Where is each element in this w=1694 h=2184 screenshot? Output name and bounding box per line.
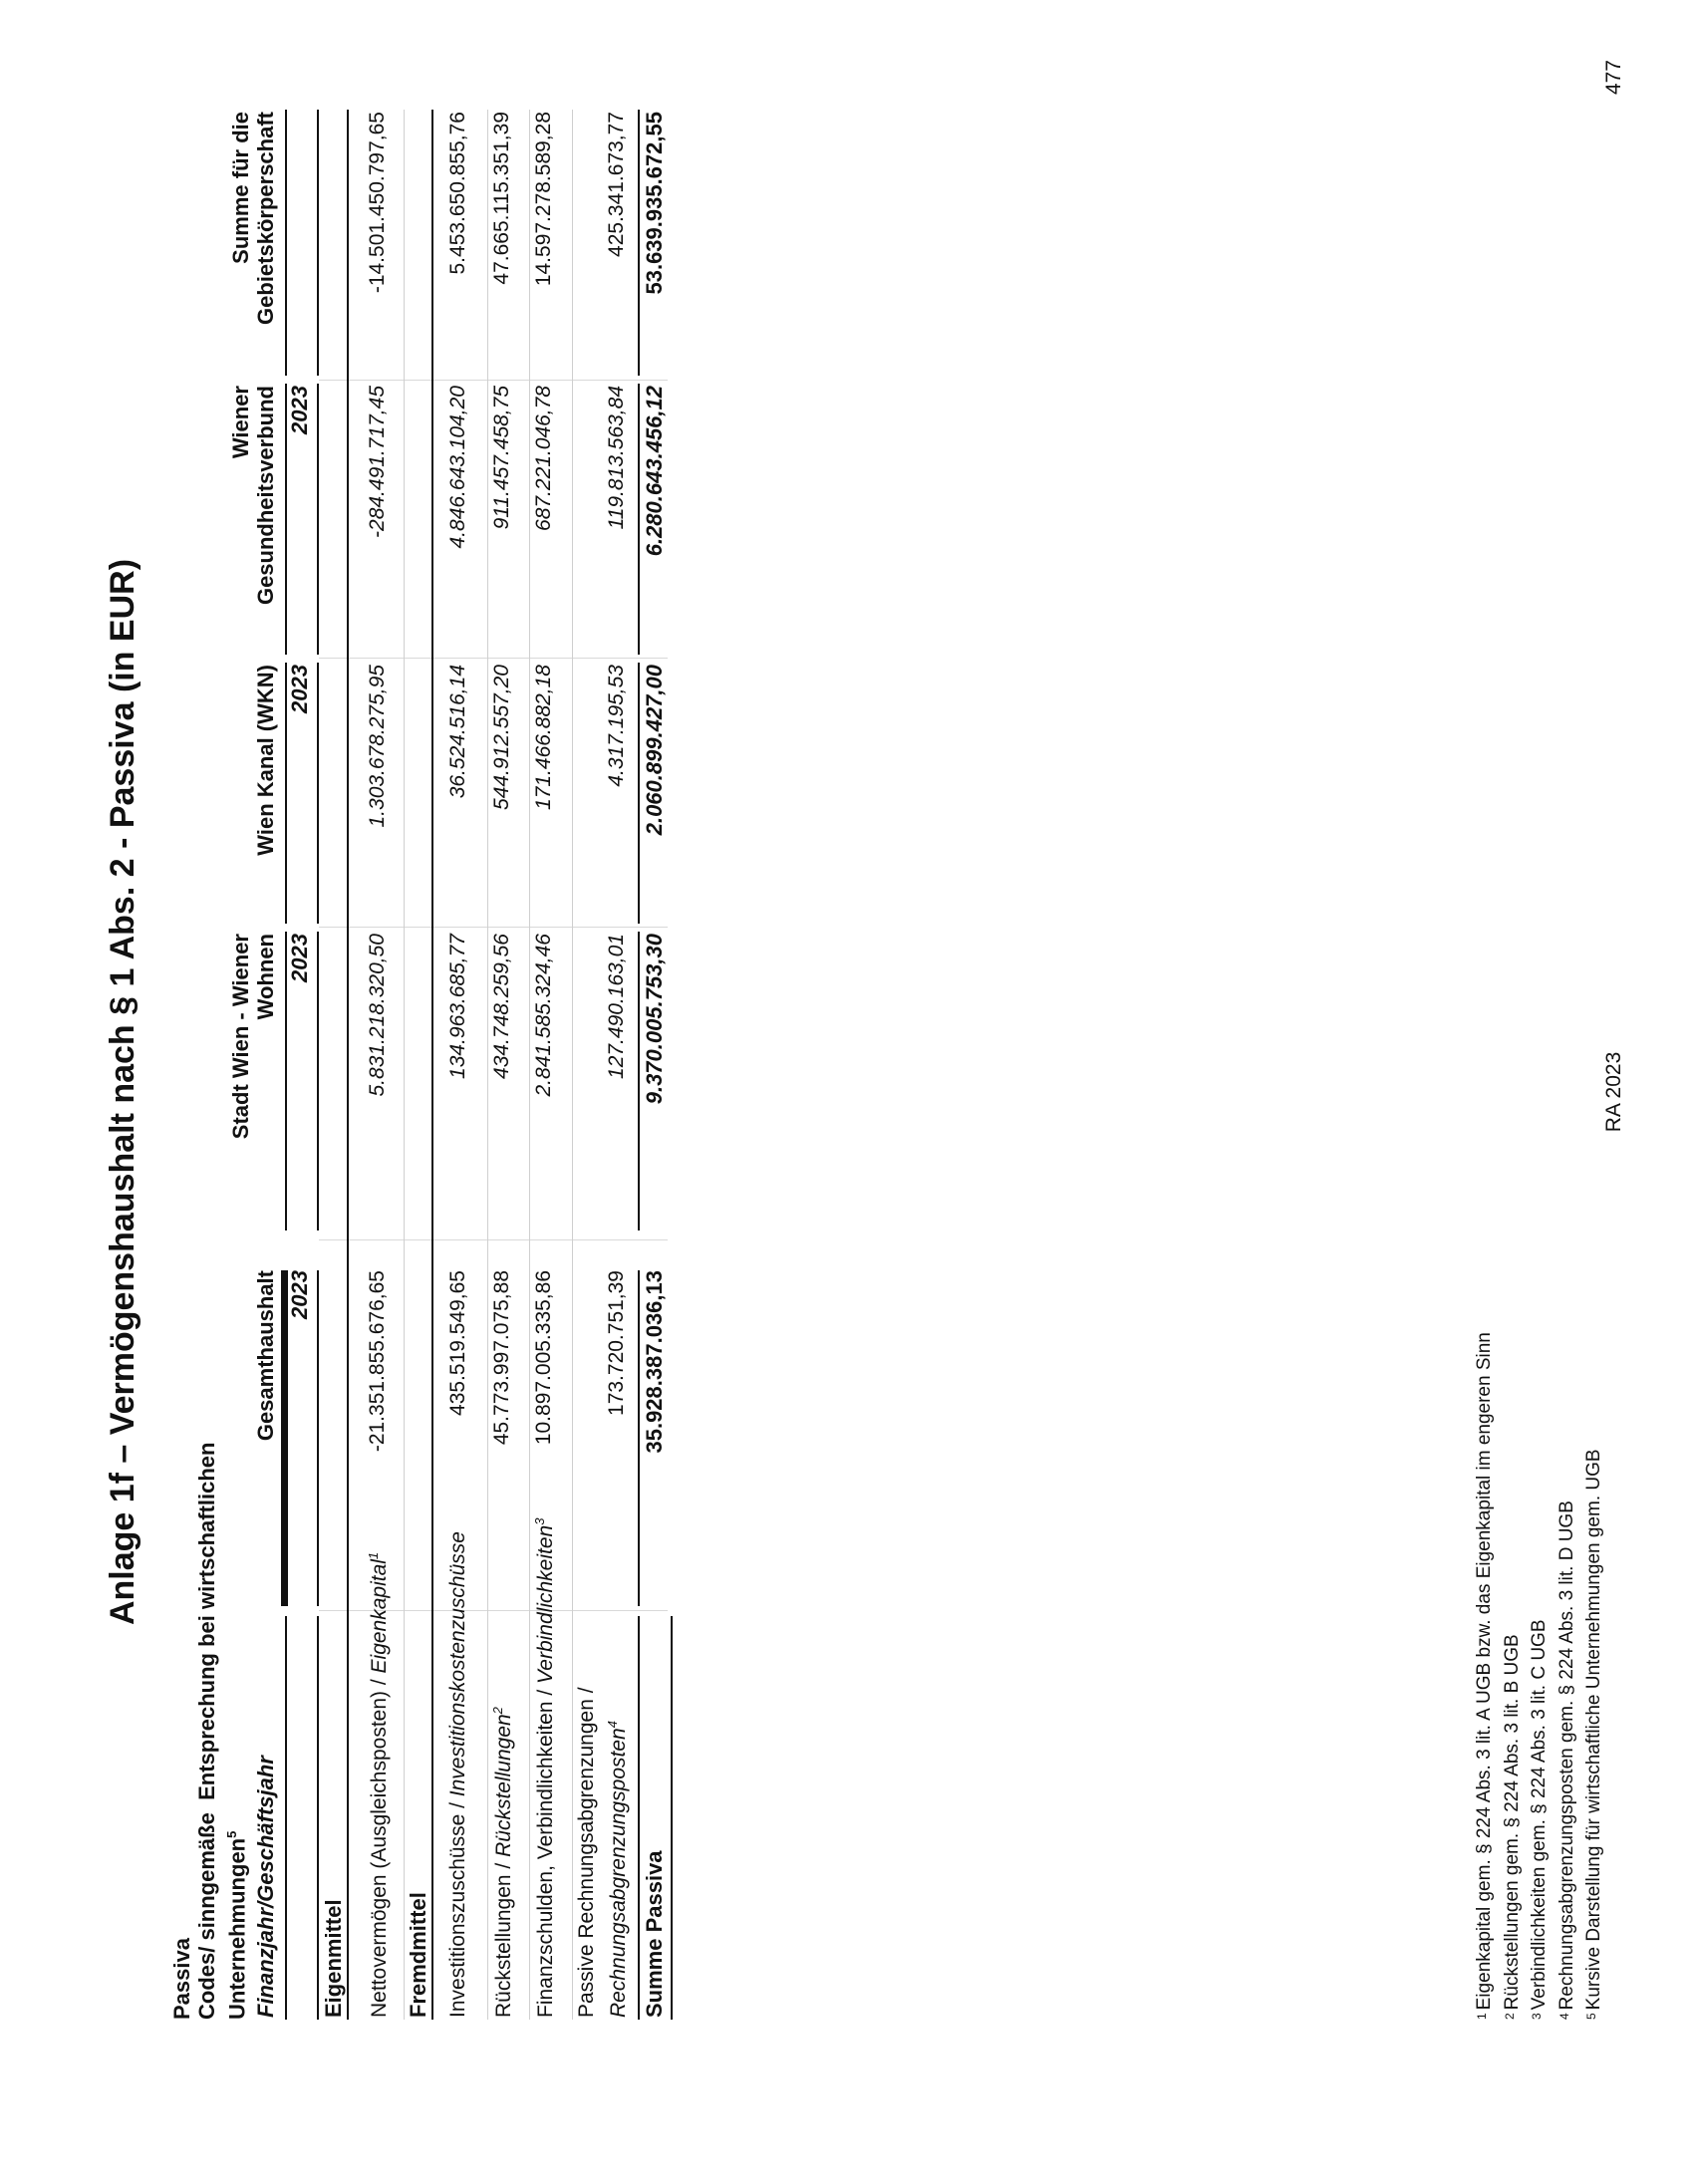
cell-value: 6.280.643.456,12 (642, 386, 667, 557)
header-bottom-rule (317, 1270, 319, 1606)
header-rule (285, 1616, 287, 2020)
cell-value: 14.597.278.589,28 (532, 112, 555, 287)
page: Anlage 1f – Vermögenshaushalt nach § 1 Abs. 2 - Passiva (in EUR) Passiva Codes/ sinngemäße Entsprechung bei wirtschaftlichen Unternehmungen$^5$ Finanzjahr/Geschäftsjahr Gesamthaushalt Stadt Wien - Wiener Wohnen Wien Kanal (WKN) Wiener Gesundheitsverbund Summe für die Gebietskörperschaft 2023 2023 2023 2023 Eigenmittel Nettovermögen (Ausgleichsposten) / Eigenkapital$^1$ -21.351.855.676,65 5.831.218.320,50 1.303.678.275,95 -284.491.717,45 -14.501.450.797,65 Fremdmittel Investitionszuschüsse / Investitionskostenzuschüsse 435.519.549,65 134.963.685,77 36.524.516,14 4.846.643.104,20 5.453.650.855,76 Rückstellungen / Rückstellungen$^2$ 45.773.997.075,88 434.748.259,56 544.912.557,20 911.457.458,75 47.665.115.351,39 Finanzschulden, Verbindlichkeiten / Verbindlichkeiten$^3$ 10.897.005.335,86 2.841.585.324,46 171.466.882,18 687.221.046,78 14.597.278.589,28 Passive Rechnungsabgrenzungen / Rechnungsabgrenzungsposten$^4$ 173.720.751,39 127.490.163,01 4.317.195,53 119.813.563,84 425.341.673,77 Summe Passiva 35.928.387.036,13 9.370.005.753,30 2.060.899.427,00 6.280.643.456,12 53.639.935.672,55 $^1$Eigenkapital gem. § 224 Abs. 3 lit. A UGB bzw. das Eigenkapital im engeren Sinn $^2$Rückstellungen gem. § 224 Abs. 3 lit. B UGB $^3$Verbindlichkeiten gem. § 224 Abs. 3 lit. C UGB $^4$Rechnungsabgrenzungsposten gem. § 224 Abs. 3 lit. D UGB $^5$Kursive Darstellung für wirtschaftliche Unternehmungen gem. UGB RA 2023 477 (0, 0, 1694, 2184)
cell-value: -14.501.450.797,65 (366, 112, 389, 294)
footnote: $^4$Rechnungsabgrenzungsposten gem. § 224 Abs. 3 lit. D UGB (1555, 1501, 1577, 2020)
total-rule (638, 110, 640, 376)
cell-value: 911.457.458,75 (490, 386, 513, 530)
cell-value: 47.665.115.351,39 (490, 112, 513, 285)
header-codes-label-line2: Unternehmungen$^5$ (224, 1830, 250, 2020)
cell-value: 2.060.899.427,00 (642, 665, 667, 836)
section-rule (431, 110, 433, 2020)
year-wiener-wohnen: 2023 (287, 934, 312, 982)
total-rule (638, 384, 640, 655)
page-number: 477 (1602, 60, 1625, 96)
cell-value: 171.466.882,18 (532, 665, 555, 810)
col-wiener-wohnen-line2: Wohnen (253, 934, 278, 1020)
col-gesamthaushalt-header: Gesamthaushalt (253, 1270, 278, 1442)
column-separator (319, 658, 668, 659)
col-summe-line2: Gebietskörperschaft (253, 112, 278, 325)
cell-value: -21.351.855.676,65 (366, 1270, 389, 1453)
total-bottom-rule (671, 1616, 673, 2020)
cell-value: 5.831.218.320,50 (366, 934, 389, 1097)
footnote: $^3$Verbindlichkeiten gem. § 224 Abs. 3 lit. C UGB (1529, 1619, 1550, 2020)
cell-value: 5.453.650.855,76 (446, 112, 469, 275)
total-rule (638, 663, 640, 924)
cell-value: 687.221.046,78 (532, 386, 555, 531)
page-title: Anlage 1f – Vermögenshaushalt nach § 1 Abs. 2 - Passiva (in EUR) (104, 558, 141, 1626)
row-rule (487, 110, 488, 2020)
cell-value: -284.491.717,45 (366, 386, 389, 538)
cell-value: 119.813.563,84 (605, 386, 628, 530)
year-gesundheitsverbund: 2023 (287, 386, 312, 434)
report-label: RA 2023 (1602, 1051, 1625, 1133)
cell-value: 36.524.516,14 (446, 665, 469, 799)
cell-value: 434.748.259,56 (490, 934, 513, 1079)
column-separator (319, 380, 668, 381)
row-rule (404, 110, 405, 2020)
header-bottom-rule (317, 110, 319, 376)
header-bottom-rule (317, 1616, 319, 2020)
row-rule (529, 110, 530, 2020)
cell-value: 53.639.935.672,55 (642, 112, 667, 295)
col-gesundheitsverbund-line2: Gesundheitsverbund (253, 386, 278, 606)
year-wien-kanal: 2023 (287, 665, 312, 713)
cell-value: 173.720.751,39 (605, 1270, 628, 1416)
column-separator (319, 927, 668, 928)
cell-value: 9.370.005.753,30 (642, 934, 667, 1105)
total-rule (638, 1616, 640, 2020)
header-bottom-rule (317, 384, 319, 655)
footnote: $^2$Rückstellungen gem. § 224 Abs. 3 lit. B UGB (1501, 1634, 1523, 2020)
cell-value: 10.897.005.335,86 (532, 1270, 555, 1446)
total-rule (638, 932, 640, 1230)
total-rule (638, 1270, 640, 1606)
row-rule (572, 110, 573, 2020)
header-rule (285, 110, 287, 376)
cell-value: 127.490.163,01 (605, 934, 628, 1079)
footnotes (1470, 1332, 1607, 2020)
header-year-row-label: Finanzjahr/Geschäftsjahr (253, 1756, 278, 2018)
year-gesamthaushalt: 2023 (287, 1270, 312, 1319)
column-separator (319, 1239, 668, 1240)
col-summe-line1: Summe für die (228, 112, 253, 264)
cell-value: 544.912.557,20 (490, 665, 513, 810)
cell-value: 35.928.387.036,13 (642, 1270, 667, 1454)
cell-value: 435.519.549,65 (446, 1270, 469, 1416)
header-bottom-rule (317, 932, 319, 1230)
cell-value: 45.773.997.075,88 (490, 1270, 513, 1446)
cell-value: 4.846.643.104,20 (446, 386, 469, 549)
cell-value: 2.841.585.324,46 (532, 934, 555, 1097)
col-wiener-wohnen-line1: Stadt Wien - Wiener (228, 934, 253, 1140)
cell-value: 4.317.195,53 (605, 665, 628, 787)
col-gesundheitsverbund-line1: Wiener (228, 386, 253, 459)
header-bottom-rule (317, 663, 319, 924)
cell-value: 425.341.673,77 (605, 112, 628, 257)
header-section-label: Passiva (169, 1938, 194, 2020)
cell-value: 1.303.678.275,95 (366, 665, 389, 828)
cell-value: 134.963.685,77 (446, 934, 469, 1079)
footnote: $^1$Eigenkapital gem. § 224 Abs. 3 lit. A UGB bzw. das Eigenkapital im engeren Sinn (1474, 1332, 1495, 2020)
col-wien-kanal-header: Wien Kanal (WKN) (253, 665, 278, 856)
section-rule (347, 110, 349, 2020)
header-codes-label: Codes/ sinngemäße Entsprechung bei wirtschaftlichen (194, 1442, 219, 2020)
footnote: $^5$Kursive Darstellung für wirtschaftliche Unternehmungen gem. UGB (1583, 1449, 1604, 2020)
